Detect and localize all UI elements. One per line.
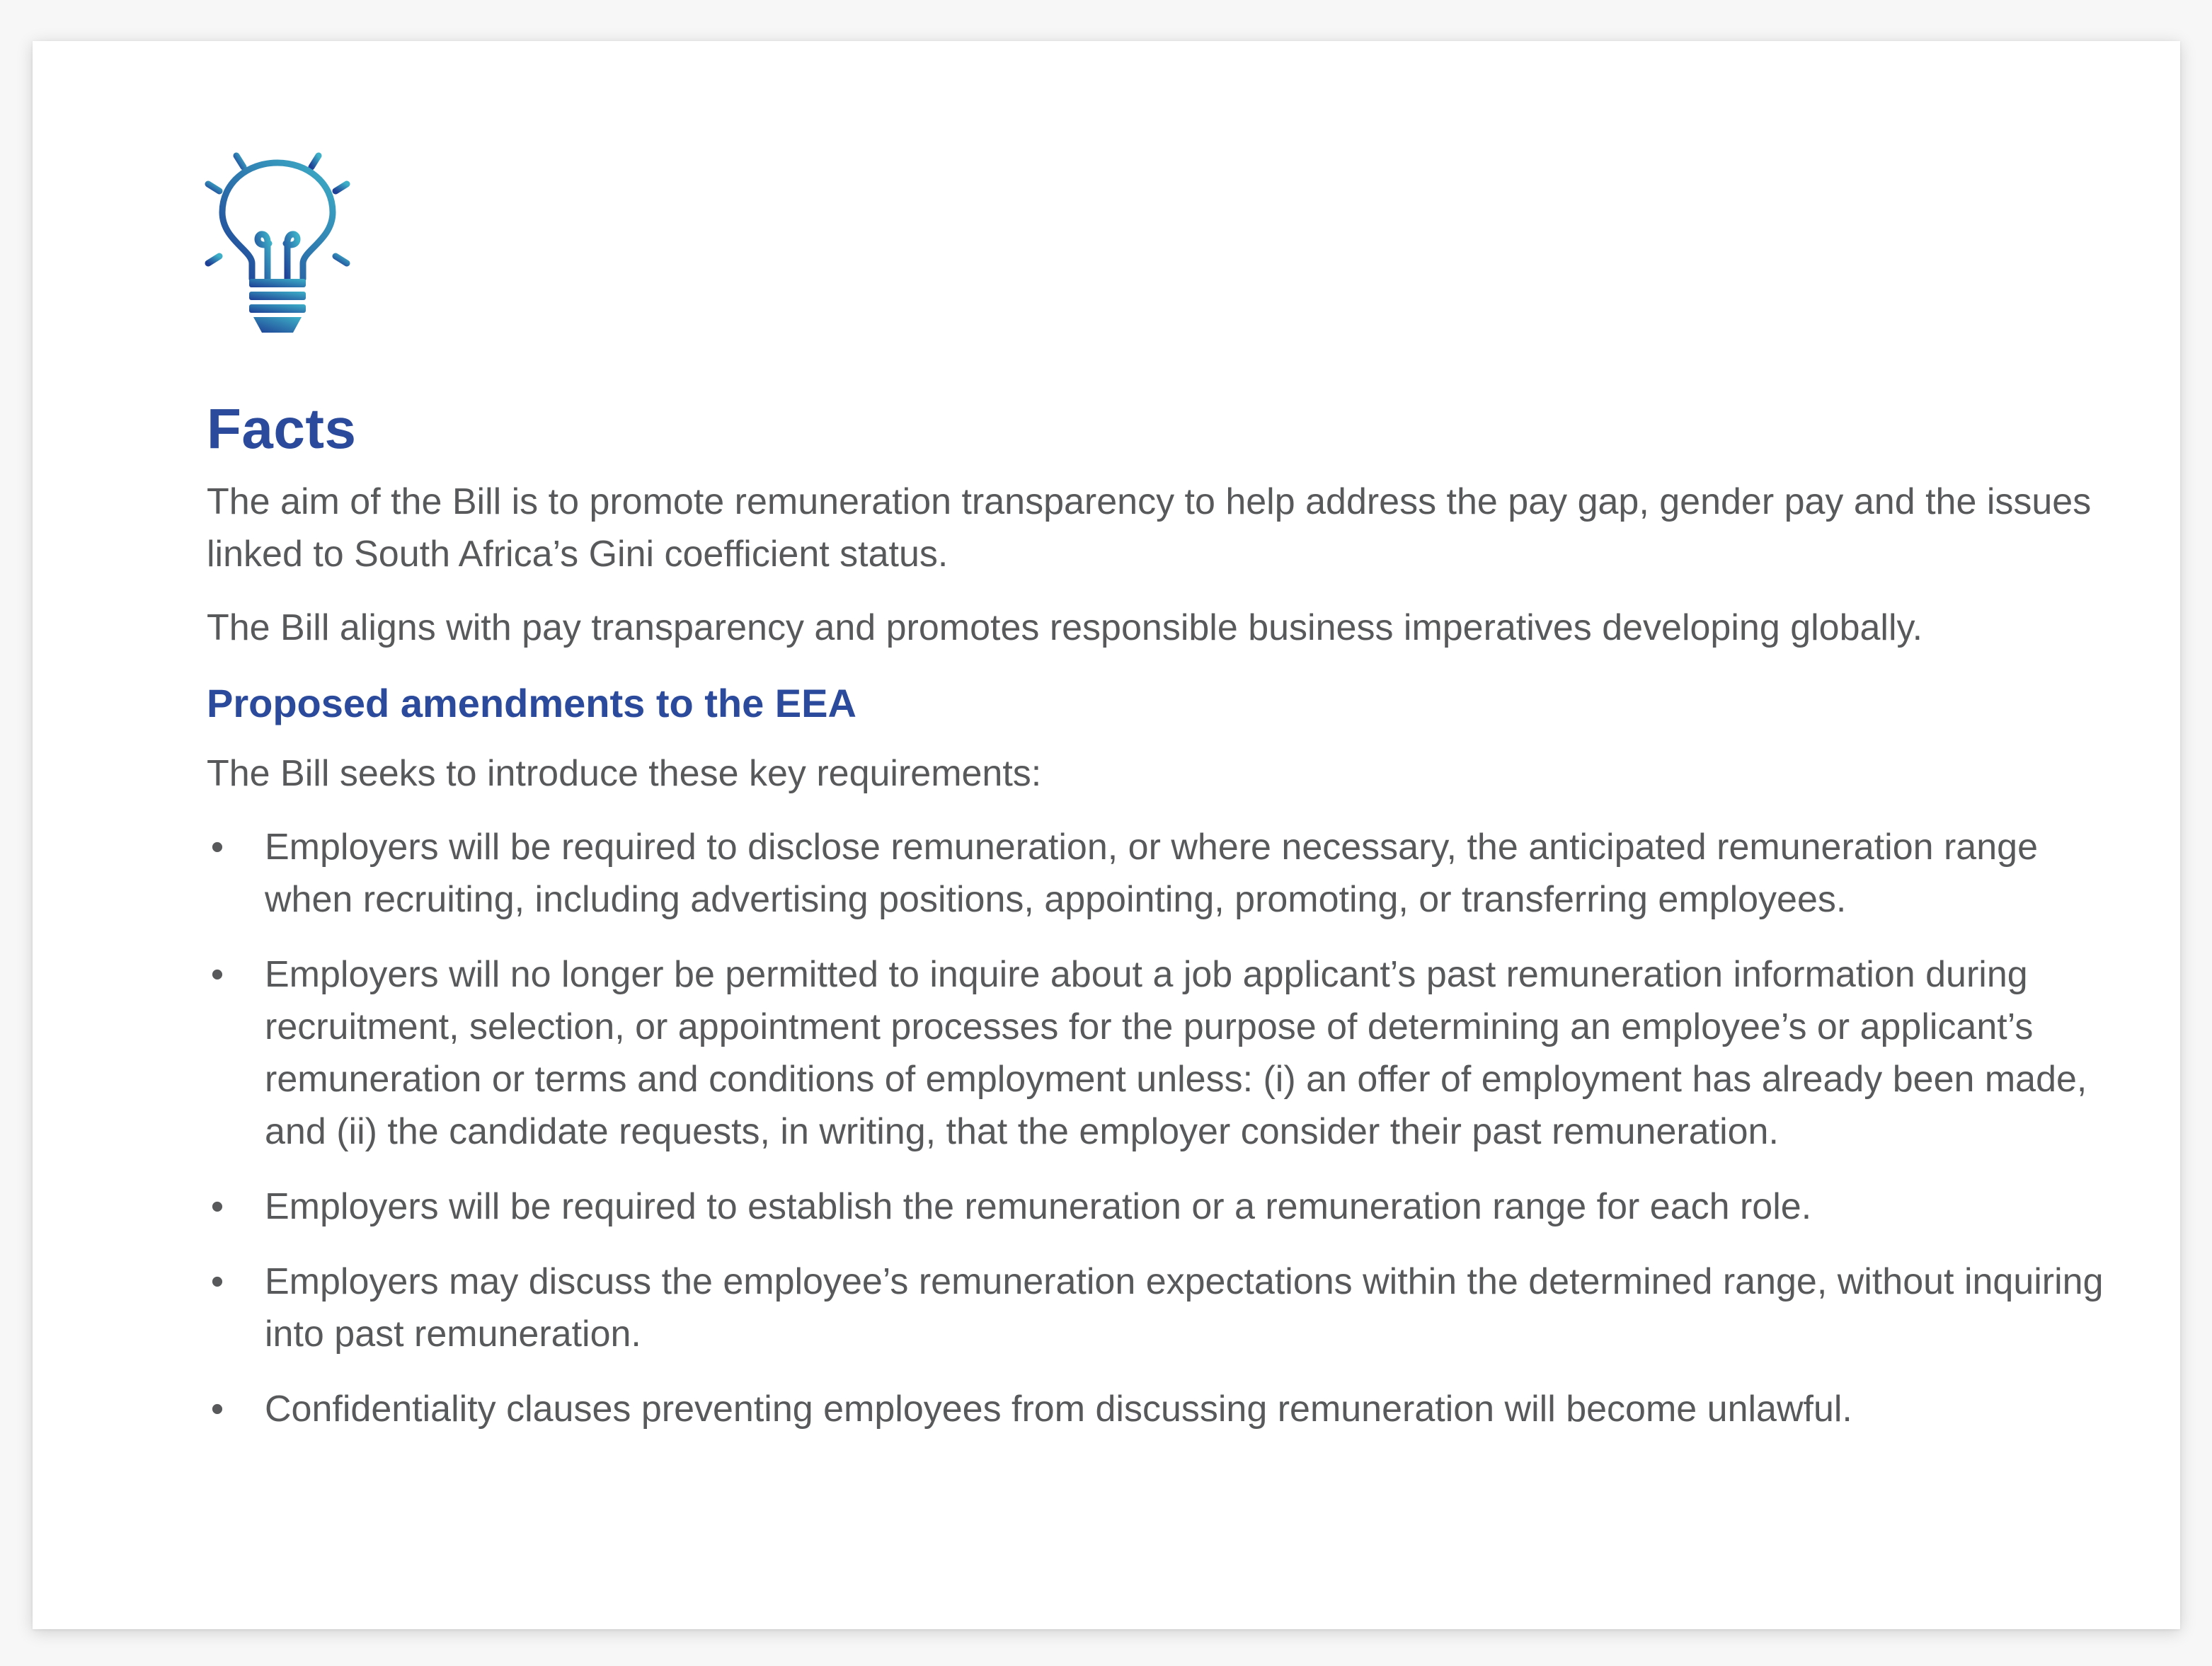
list-item: [207, 1383, 2104, 1435]
list-item-text: Employers may discuss the employee’s remuneration expectations within the determined range, without inquiring into past remuneration.: [265, 1261, 2104, 1355]
facts-paragraph-2: The Bill aligns with pay transparency and promotes responsible business imperatives developing globally.: [207, 607, 1923, 648]
bullet-icon: •: [210, 1261, 224, 1302]
list-item: [207, 821, 2104, 926]
list-item-text: Employers will be required to disclose remuneration, or where necessary, the anticipated remuneration range when recruiting, including advertising positions, appointing, promoting, or transferring employees.: [265, 827, 2038, 920]
bullet-icon: •: [210, 954, 224, 995]
list-item-text: Confidentiality clauses preventing employees from discussing remuneration will become unlawful.: [265, 1389, 1852, 1430]
content: [207, 395, 2104, 1458]
list-item-text: Employers will be required to establish the remuneration or a remuneration range for each role.: [265, 1186, 1812, 1227]
bullet-icon: •: [210, 1186, 224, 1227]
facts-title: Facts: [207, 397, 357, 460]
bullet-icon: •: [210, 827, 224, 868]
list-item-text: Employers will no longer be permitted to inquire about a job applicant’s past remuneration information during recruitment, selection, or appointment processes for the purpose of determining an employee’s or applicant’s remuneration or terms and conditions of employment unless: (i) an offer of employment has already been made, and (ii) the candidate requests, in writing, that the employer consider their past remuneration.: [265, 954, 2087, 1152]
lightbulb-icon: [190, 137, 367, 338]
facts-paragraph-1: The aim of the Bill is to promote remuneration transparency to help address the pay gap, gender pay and the issues linked to South Africa’s Gini coefficient status.: [207, 481, 2092, 575]
list-item: [207, 948, 2104, 1158]
facts-card: [33, 41, 2180, 1629]
amendments-title: Proposed amendments to the EEA: [207, 681, 856, 725]
amendments-intro: The Bill seeks to introduce these key requirements:: [207, 753, 1042, 794]
bullet-icon: •: [210, 1389, 224, 1430]
list-item: [207, 1256, 2104, 1360]
list-item: [207, 1180, 2104, 1233]
requirements-list: [207, 821, 2104, 1435]
